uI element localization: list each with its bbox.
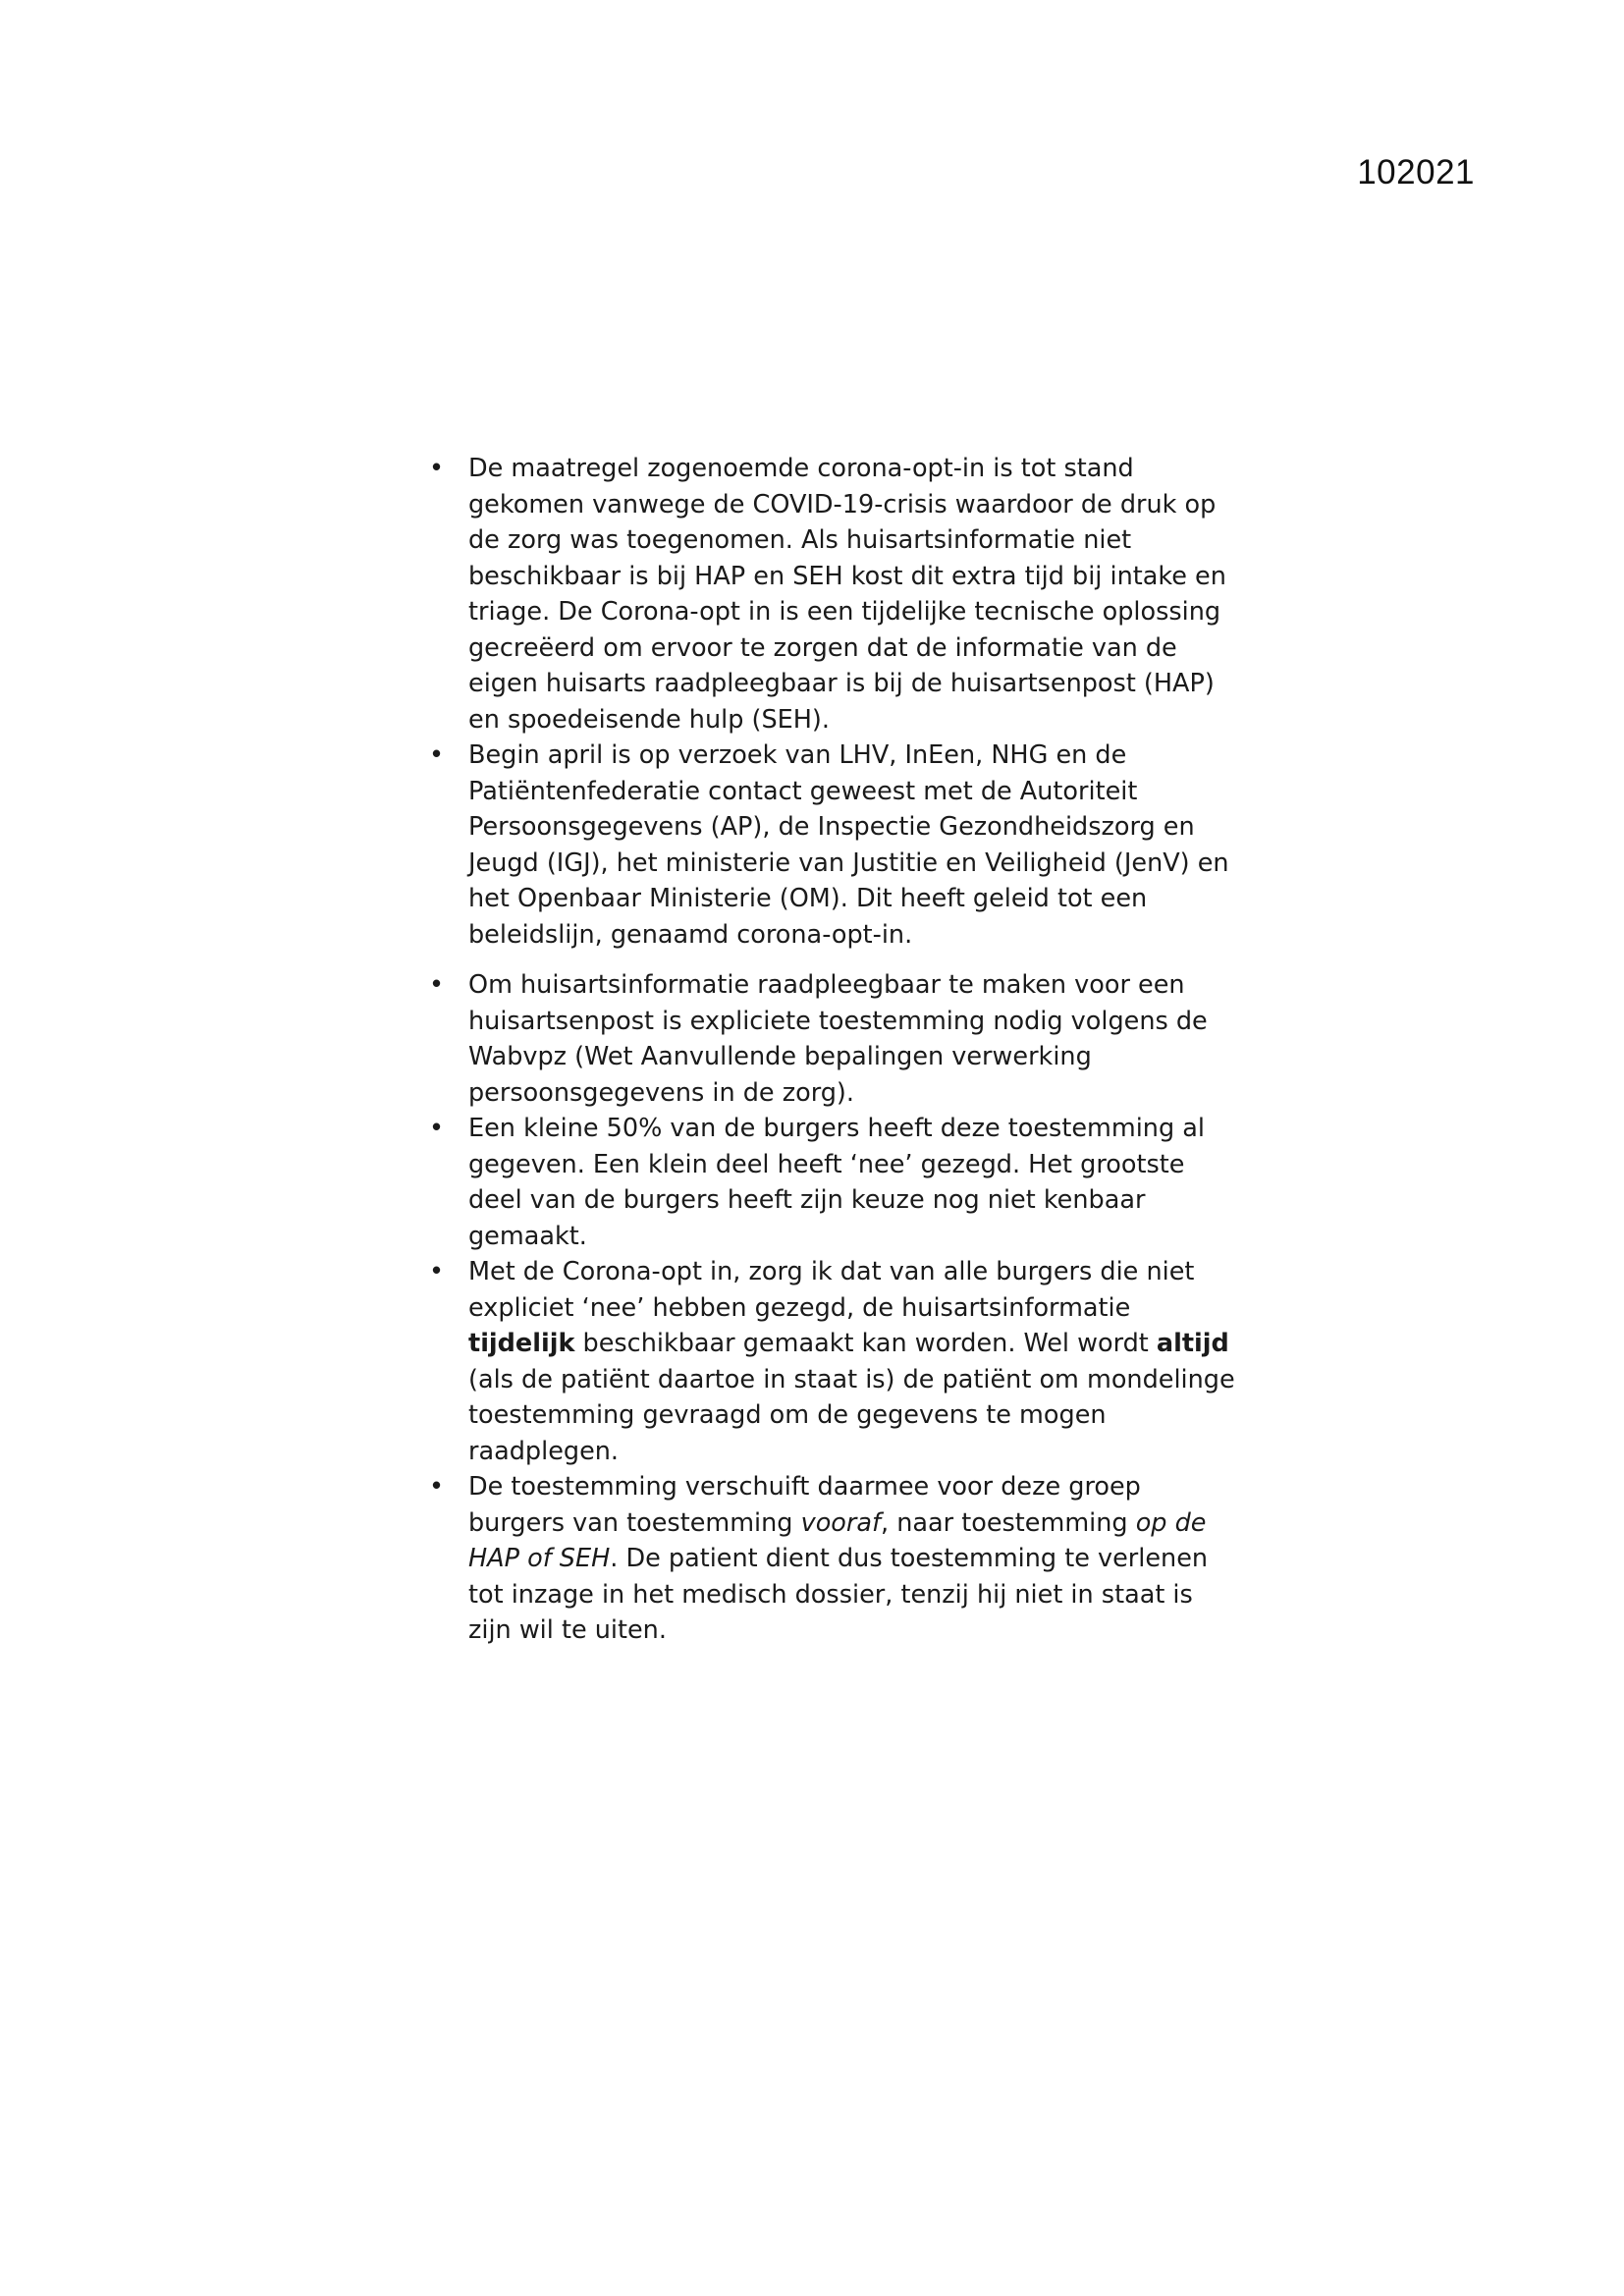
emphasis-italic: vooraf <box>800 1507 881 1538</box>
bullet-item <box>426 451 1241 738</box>
text-segment: Begin april is op verzoek van LHV, InEen, NHG en de Patiëntenfederatie contact geweest met de Autoriteit Persoonsgegevens (AP), de Inspectie Gezondheidszorg en Jeugd (IGJ), het ministerie van Justitie en Veiligheid (JenV) en het Openbaar Ministerie (OM). Dit heeft geleid tot een beleidslijn, genaamd corona-opt-in. <box>468 740 1229 950</box>
text-segment: Met de Corona-opt in, zorg ik dat van alle burgers die niet expliciet ‘nee’ hebben gezegd, de huisartsinformatie <box>468 1257 1195 1323</box>
bullet-dot-icon: • <box>429 1114 445 1143</box>
text-segment: (als de patiënt daartoe in staat is) de patiënt om mondelinge toestemming gevraagd om de gegevens te mogen raadplegen. <box>468 1364 1235 1466</box>
bullet-dot-icon: • <box>429 1472 445 1502</box>
emphasis-bold: tijdelijk <box>468 1329 575 1358</box>
emphasis-italic: op de HAP of SEH <box>468 1507 1207 1573</box>
bullet-dot-icon: • <box>429 454 445 483</box>
bullet-item <box>426 1111 1241 1254</box>
bullet-text <box>468 1472 1208 1645</box>
text-segment: beschikbaar gemaakt kan worden. Wel wordt <box>574 1329 1157 1358</box>
document-number: 102021 <box>1357 153 1475 191</box>
bullet-dot-icon: • <box>429 1257 445 1286</box>
text-segment: , naar toestemming <box>881 1507 1136 1538</box>
bullet-dot-icon: • <box>429 740 445 770</box>
bullet-text <box>468 454 1226 735</box>
bullet-text <box>468 1257 1235 1466</box>
bullet-item <box>426 1469 1241 1649</box>
bullet-text <box>468 740 1229 950</box>
bullet-text <box>468 1114 1205 1251</box>
bullet-list <box>426 451 1241 1649</box>
text-segment: Om huisartsinformatie raadpleegbaar te maken voor een huisartsenpost is expliciete toestemming nodig volgens de Wabvpz (Wet Aanvullende bepalingen verwerking persoonsgegevens in de zorg). <box>468 970 1208 1108</box>
bullet-dot-icon: • <box>429 970 445 1000</box>
bullet-item <box>426 1254 1241 1469</box>
text-segment: . De patient dient dus toestemming te verlenen tot inzage in het medisch dossier, tenzij hij niet in staat is zijn wil te uiten. <box>468 1544 1209 1645</box>
bullet-text <box>468 970 1208 1108</box>
bullet-item <box>426 967 1241 1111</box>
bullet-item <box>426 738 1241 953</box>
text-segment: Een kleine 50% van de burgers heeft deze toestemming al gegeven. Een klein deel heeft ‘nee’ gezegd. Het grootste deel van de burgers heeft zijn keuze nog niet kenbaar gemaakt. <box>468 1114 1205 1251</box>
text-segment: De maatregel zogenoemde corona-opt-in is tot stand gekomen vanwege de COVID-19-crisis waardoor de druk op de zorg was toegenomen. Als huisartsinformatie niet beschikbaar is bij HAP en SEH kost dit extra tijd bij intake en triage. De Corona-opt in is een tijdelijke tecnische oplossing gecreëerd om ervoor te zorgen dat de informatie van de eigen huisarts raadpleegbaar is bij de huisartsenpost (HAP) en spoedeisende hulp (SEH). <box>468 454 1226 735</box>
emphasis-bold: altijd <box>1156 1329 1229 1358</box>
text-segment: De toestemming verschuift daarmee voor deze groep burgers van toestemming <box>468 1472 1141 1538</box>
